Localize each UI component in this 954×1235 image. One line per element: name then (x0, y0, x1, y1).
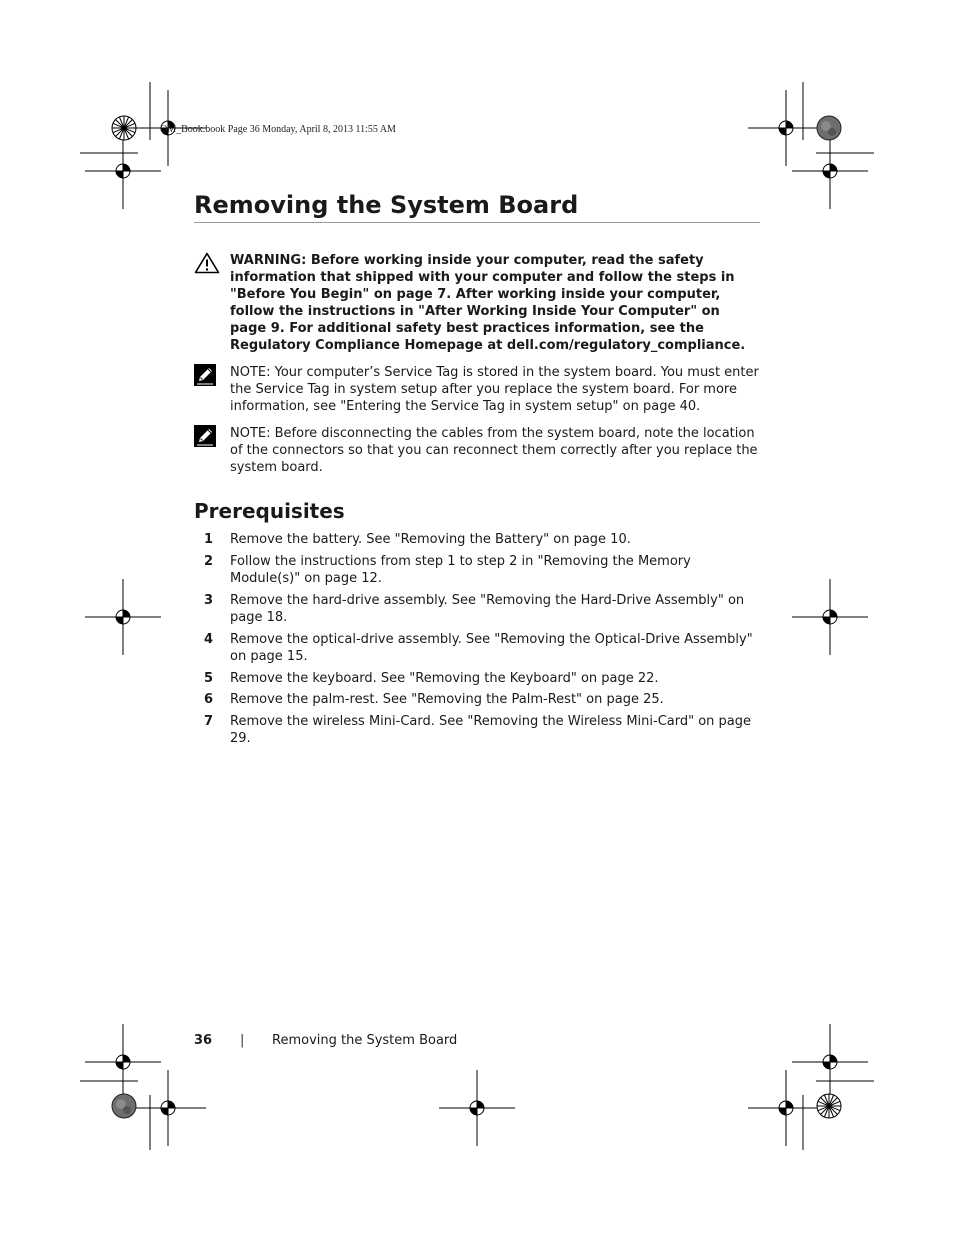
note-block (194, 425, 760, 476)
list-item: 2 Follow the instructions from step 1 to step 2 in "Removing the Memory Module(s)" on page 12. (204, 553, 691, 586)
page-number: 36 (194, 1033, 213, 1048)
list-item: 1 Remove the battery. See "Removing the Battery" on page 10. (204, 532, 631, 547)
page-title: Removing the System Board (194, 188, 760, 223)
list-item: 3 Remove the hard-drive assembly. See "Removing the Hard-Drive Assembly" on page 18. (204, 592, 745, 625)
warning-triangle-icon (194, 252, 220, 278)
list-item: 7 Remove the wireless Mini-Card. See "Removing the Wireless Mini-Card" on page 29. (204, 713, 752, 746)
list-item: 4 Remove the optical-drive assembly. See "Removing the Optical-Drive Assembly" on page 15. (204, 631, 753, 664)
note-text: Before disconnecting the cables from the system board, note the location of the connectors so that you can reconnect them correctly after you replace the system board. (230, 426, 758, 475)
note-label: NOTE: (230, 426, 271, 441)
footer-separator: | (240, 1033, 245, 1048)
prerequisites-list (194, 531, 760, 752)
list-item: 6 Remove the palm-rest. See "Removing the Palm-Rest" on page 25. (204, 692, 664, 707)
print-slug-line: OM_Book.book Page 36 Monday, April 8, 2013 11:55 AM (160, 124, 396, 135)
page-footer (194, 1032, 458, 1049)
warning-block (194, 252, 760, 354)
prerequisites-heading: Prerequisites (194, 499, 345, 523)
pencil-note-icon (194, 425, 216, 451)
note-block (194, 364, 760, 415)
note-label: NOTE: (230, 365, 271, 380)
note-text: Your computer’s Service Tag is stored in the system board. You must enter the Service Tag in system setup after you replace the system board. For more information, see "Entering the Service Tag in system setup" on page 40. (230, 365, 759, 414)
pencil-note-icon (194, 364, 216, 390)
list-item: 5 Remove the keyboard. See "Removing the Keyboard" on page 22. (204, 670, 659, 686)
footer-section-title: Removing the System Board (272, 1033, 458, 1048)
warning-text: WARNING: Before working inside your computer, read the safety information that shipped with your computer and follow the steps in "Before You Begin" on page 7. After working inside your computer, follow the instructions in "After Working Inside Your Computer" on page 9. For additional safety best practices information, see the Regulatory Compliance Homepage at dell.com/regulatory_compliance. (230, 253, 746, 353)
